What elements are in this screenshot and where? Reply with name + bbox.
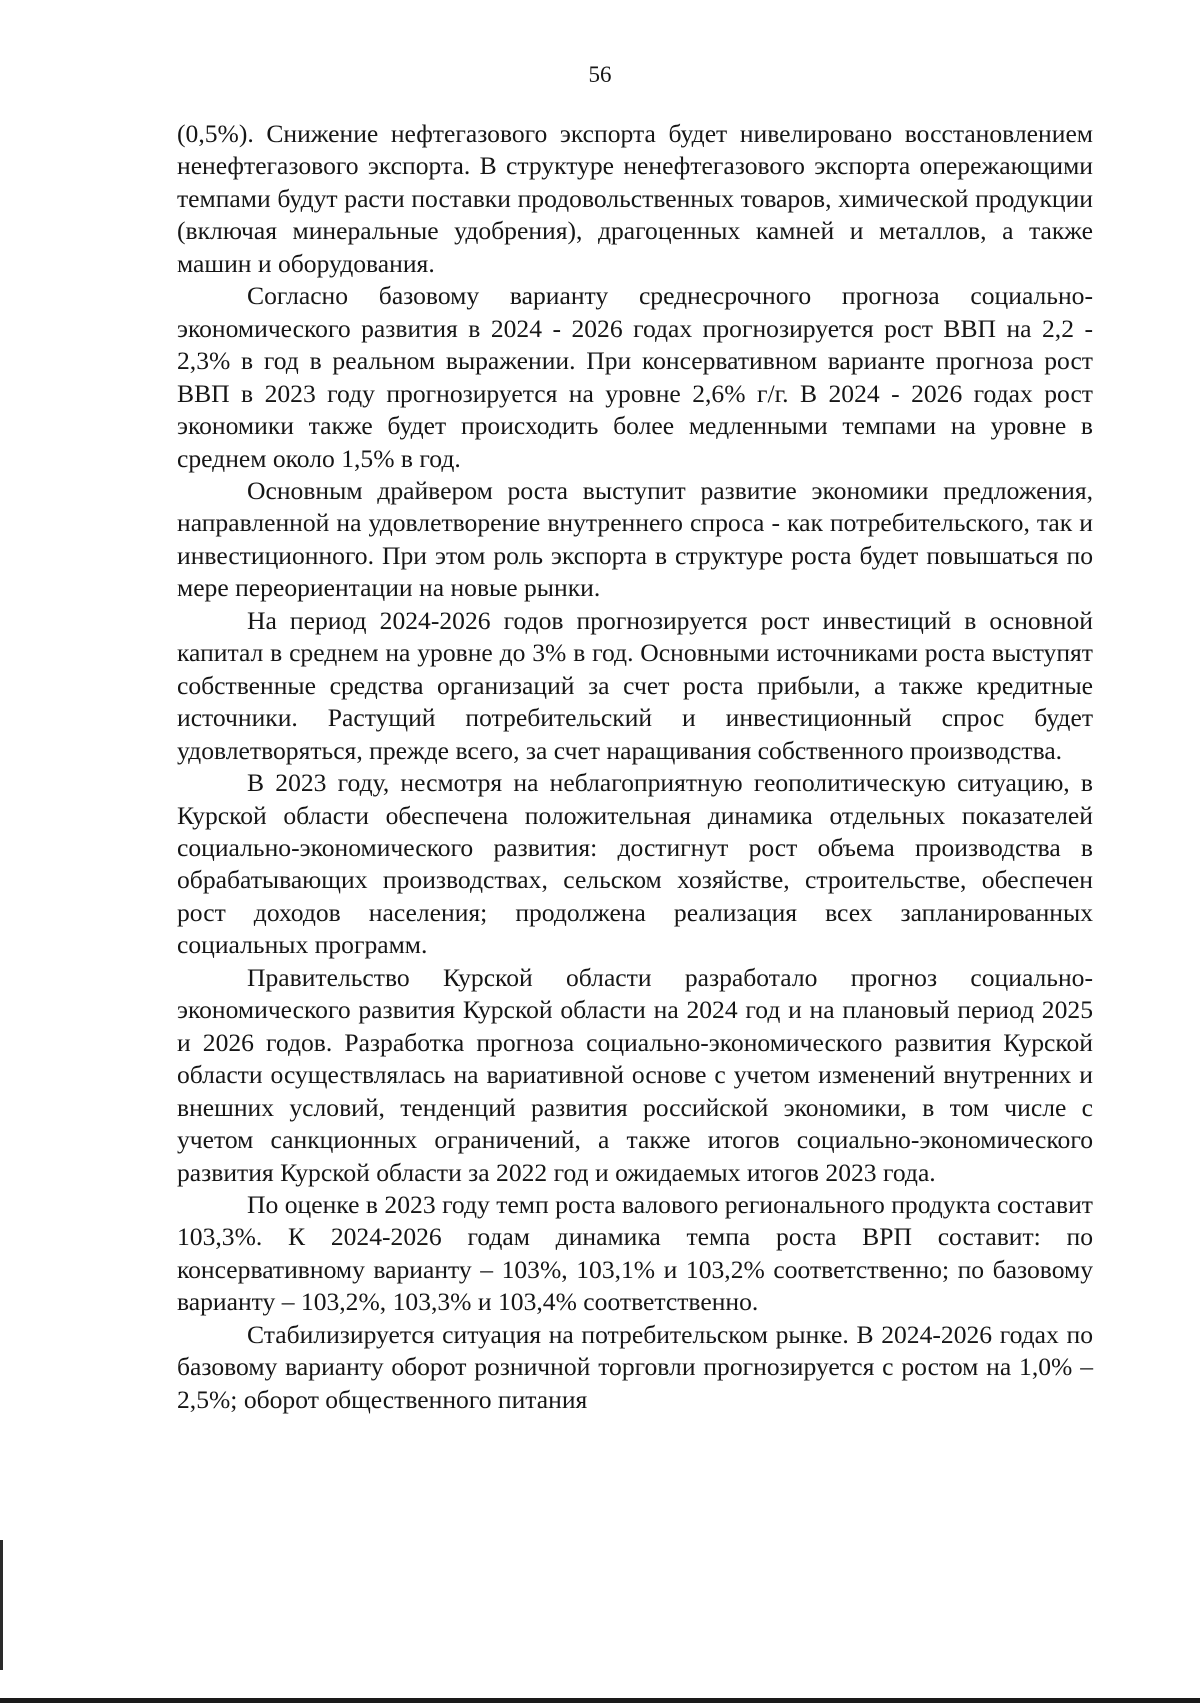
- scan-edge-bottom: [0, 1698, 1200, 1703]
- paragraph-investment: На период 2024-2026 годов прогнозируется рост инвестиций в основной капитал в среднем на уровне до 3% в год. Основными источниками роста выступят собственные средства организаций за счет роста прибыли, а также кредитные источники. Растущий потребительский и инвестиционный спрос будет удовлетворяться, прежде всего, за счет наращивания собственного производства.: [177, 605, 1093, 765]
- scan-edge-left: [0, 1540, 3, 1670]
- paragraph-export: (0,5%). Снижение нефтегазового экспорта будет нивелировано восстановлением ненефтегазового экспорта. В структуре ненефтегазового экспорта опережающими темпами будут расти поставки продовольственных товаров, химической продукции (включая минеральные удобрения), драгоценных камней и металлов, а также машин и оборудования.: [177, 119, 1093, 278]
- paragraph-gdp-forecast: Согласно базовому варианту среднесрочного прогноза социально-экономического развития в 2024 - 2026 годах прогнозируется рост ВВП на 2,2 - 2,3% в год в реальном выражении. При консервативном варианте прогноза рост ВВП в 2023 году прогнозируется на уровне 2,6% г/г. В 2024 - 2026 годах рост экономики также будет происходить более медленными темпами на уровне в среднем около 1,5% в год.: [177, 281, 1093, 473]
- paragraph-growth-driver: Основным драйвером роста выступит развитие экономики предложения, направленной на удовлетворение внутреннего спроса - как потребительского, так и инвестиционного. При этом роль экспорта в структуре роста будет повышаться по мере переориентации на новые рынки.: [177, 475, 1093, 603]
- paragraph-consumer-market: Стабилизируется ситуация на потребительском рынке. В 2024-2026 годах по базовому варианту оборот розничной торговли прогнозируется с ростом на 1,0% – 2,5%; оборот общественного питания: [177, 1319, 1093, 1414]
- page-number: 56: [588, 62, 612, 87]
- paragraph-grp-estimate: По оценке в 2023 году темп роста валового регионального продукта составит 103,3%. К 2024-2026 годам динамика темпа роста ВРП составит: по консервативному варианту – 103%, 103,1% и 103,2% соответственно; по базовому варианту – 103,2%, 103,3% и 103,4% соответственно.: [177, 1189, 1093, 1317]
- paragraph-kursk-2023: В 2023 году, несмотря на неблагоприятную геополитическую ситуацию, в Курской области обеспечена положительная динамика отдельных показателей социально-экономического развития: достигнут рост объема производства в обрабатывающих производствах, сельском хозяйстве, строительстве, обеспечен рост доходов населения; продолжена реализация всех запланированных социальных программ.: [177, 768, 1093, 960]
- body-text: [177, 118, 1093, 1416]
- paragraph-government-forecast: Правительство Курской области разработало прогноз социально-экономического развития Курской области на 2024 год и на плановый период 2025 и 2026 годов. Разработка прогноза социально-экономического развития Курской области осуществлялась на вариативной основе с учетом изменений внутренних и внешних условий, тенденций развития российской экономики, в том числе с учетом санкционных ограничений, а также итогов социально-экономического развития Курской области за 2022 год и ожидаемых итогов 2023 года.: [177, 962, 1093, 1187]
